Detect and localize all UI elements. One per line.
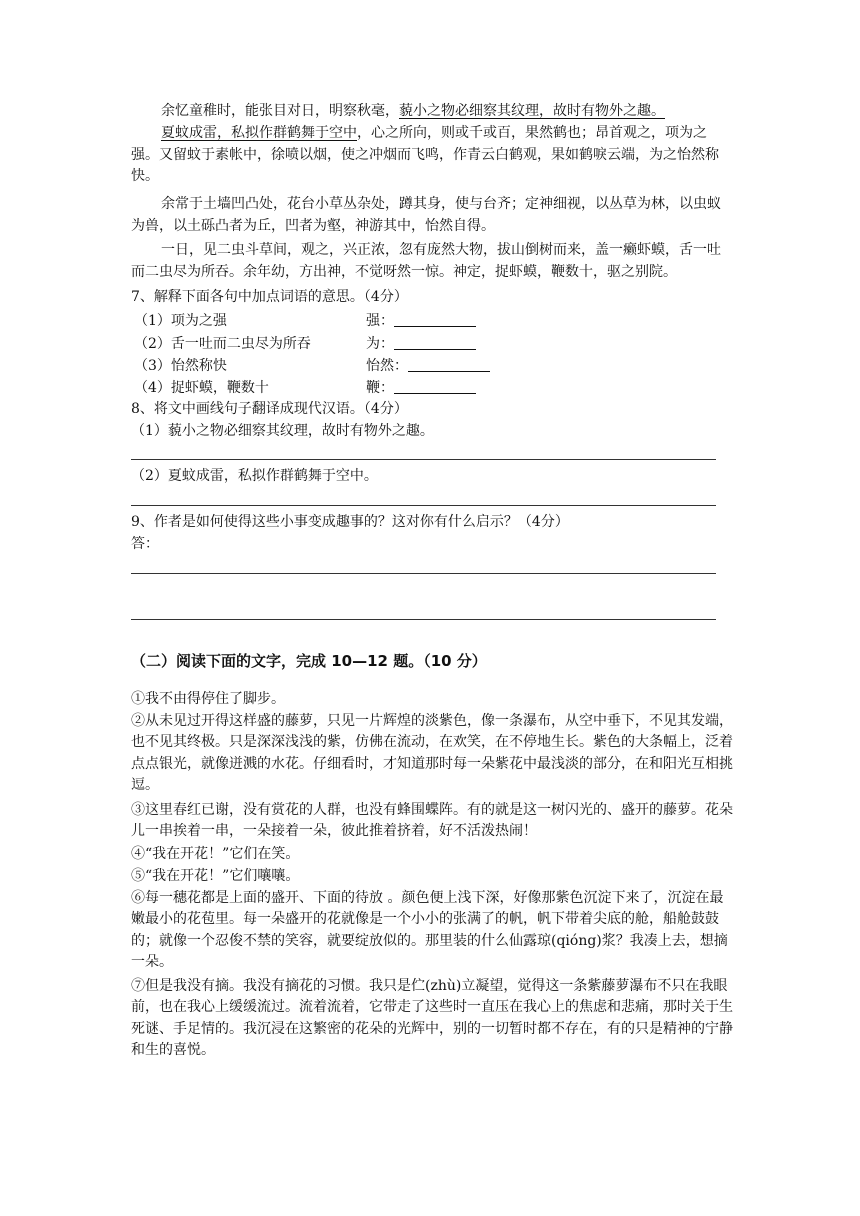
q7-answer-3: 怡然：: [366, 355, 490, 375]
passage-text: ，心之所向，则或千或百，果然鹤也；昂首观之，项为之强。又留蚊于素帐中，徐喷以烟，使之冲烟而飞鸣，作青云白鹤观，果如鹤唳云端，为之怡然称快。: [131, 125, 719, 184]
q7-item-4: （4）捉虾蟆，鞭数十: [134, 380, 269, 396]
underlined-sentence-2: 夏蚊成雷，私拟作群鹤舞于空中: [161, 125, 357, 141]
q8-item-2: （2）夏蚊成雷，私拟作群鹤舞于空中。: [131, 468, 378, 484]
answer-blank[interactable]: [408, 357, 490, 372]
answer-blank[interactable]: [394, 335, 476, 350]
section2-paragraph-2: ②从未见过开得这样盛的藤萝，只见一片辉煌的淡紫色，像一条瀑布，从空中垂下，不见其发端，也不见其终极。只是深深浅浅的紫，仿佛在流动，在欢笑，在不停地生长。紫色的大条幅上，泛着点点银光，就像迸溅的水花。仔细看时，才知道那时每一朵紫花中最浅淡的部分，在和阳光互相挑逗。: [131, 713, 733, 794]
answer-line[interactable]: [131, 459, 716, 460]
section2-paragraph-1: ①我不由得停住了脚步。: [131, 691, 285, 707]
passage-paragraph-2: [131, 123, 733, 188]
q7-item-1: （1）项为之强: [134, 313, 227, 329]
q7-answer-2: 为：: [366, 333, 476, 353]
passage-paragraph-1: [131, 101, 733, 123]
passage-text: 余忆童稚时，能张目对日，明察秋毫，: [161, 103, 399, 119]
underlined-sentence-1: 藐小之物必细察其纹理，故时有物外之趣。: [399, 103, 665, 119]
passage-paragraph-3: 余常于土墙凹凸处，花台小草丛杂处，蹲其身，使与台齐；定神细视，以丛草为林，以虫蚁为兽，以土砾凸者为丘，凹者为壑，神游其中，怡然自得。: [131, 196, 721, 234]
answer-line[interactable]: [131, 573, 716, 574]
section2-paragraph-7: ⑦但是我没有摘。我没有摘花的习惯。我只是伫(zhù)立凝望，觉得这一条紫藤萝瀑布不只在我眼前，也在我心上缓缓流过。流着流着，它带走了这些时一直压在我心上的焦虑和悲痛，那时关于生死谜、手足情的。我沉浸在这繁密的花朵的光辉中，别的一切暂时都不存在，有的只是精神的宁静和生的喜悦。: [131, 978, 733, 1059]
section2-paragraph-5: ⑤“我在开花！”它们嚷嚷。: [131, 868, 300, 884]
answer-line[interactable]: [131, 619, 716, 620]
section-2-heading: （二）阅读下面的文字，完成 10—12 题。（10 分）: [131, 652, 487, 670]
q7-item-3: （3）怡然称快: [134, 358, 227, 374]
section2-paragraph-3: ③这里春红已谢，没有赏花的人群，也没有蜂围蝶阵。有的就是这一树闪光的、盛开的藤萝。花朵儿一串挨着一串，一朵接着一朵，彼此推着挤着，好不活泼热闹！: [131, 802, 733, 840]
q8-item-1: （1）藐小之物必细察其纹理，故时有物外之趣。: [131, 423, 434, 439]
question-8-title: 8、将文中画线句子翻译成现代汉语。（4分）: [131, 401, 408, 417]
section2-paragraph-6: ⑥每一穗花都是上面的盛开、下面的待放 。颜色便上浅下深，好像那紫色沉淀下来了，沉淀在最嫩最小的花苞里。每一朵盛开的花就像是一个小小的张满了的帆，帆下带着尖底的舱，船舱鼓鼓的；就像一个忍俊不禁的笑容，就要绽放似的。那里装的什么仙露琼(qióng)浆？我凑上去，想摘一朵。: [131, 890, 728, 971]
section2-paragraph-4: ④“我在开花！”它们在笑。: [131, 846, 300, 862]
answer-blank[interactable]: [394, 379, 476, 394]
question-7-title: 7、解释下面各句中加点词语的意思。（4分）: [131, 289, 408, 305]
answer-line[interactable]: [131, 505, 716, 506]
question-9-title: 9、作者是如何使得这些小事变成趣事的？这对你有什么启示？（4分）: [131, 514, 569, 530]
answer-blank[interactable]: [394, 312, 476, 327]
q7-answer-4: 鞭：: [366, 377, 476, 397]
q9-answer-label: 答：: [131, 536, 159, 552]
passage-paragraph-4: 一日，见二虫斗草间，观之，兴正浓，忽有庞然大物，拔山倒树而来，盖一癞虾蟆，舌一吐而二虫尽为所吞。余年幼，方出神，不觉呀然一惊。神定，捉虾蟆，鞭数十，驱之别院。: [131, 242, 721, 280]
q7-item-2: （2）舌一吐而二虫尽为所吞: [134, 336, 311, 352]
q7-answer-1: 强：: [366, 310, 476, 330]
